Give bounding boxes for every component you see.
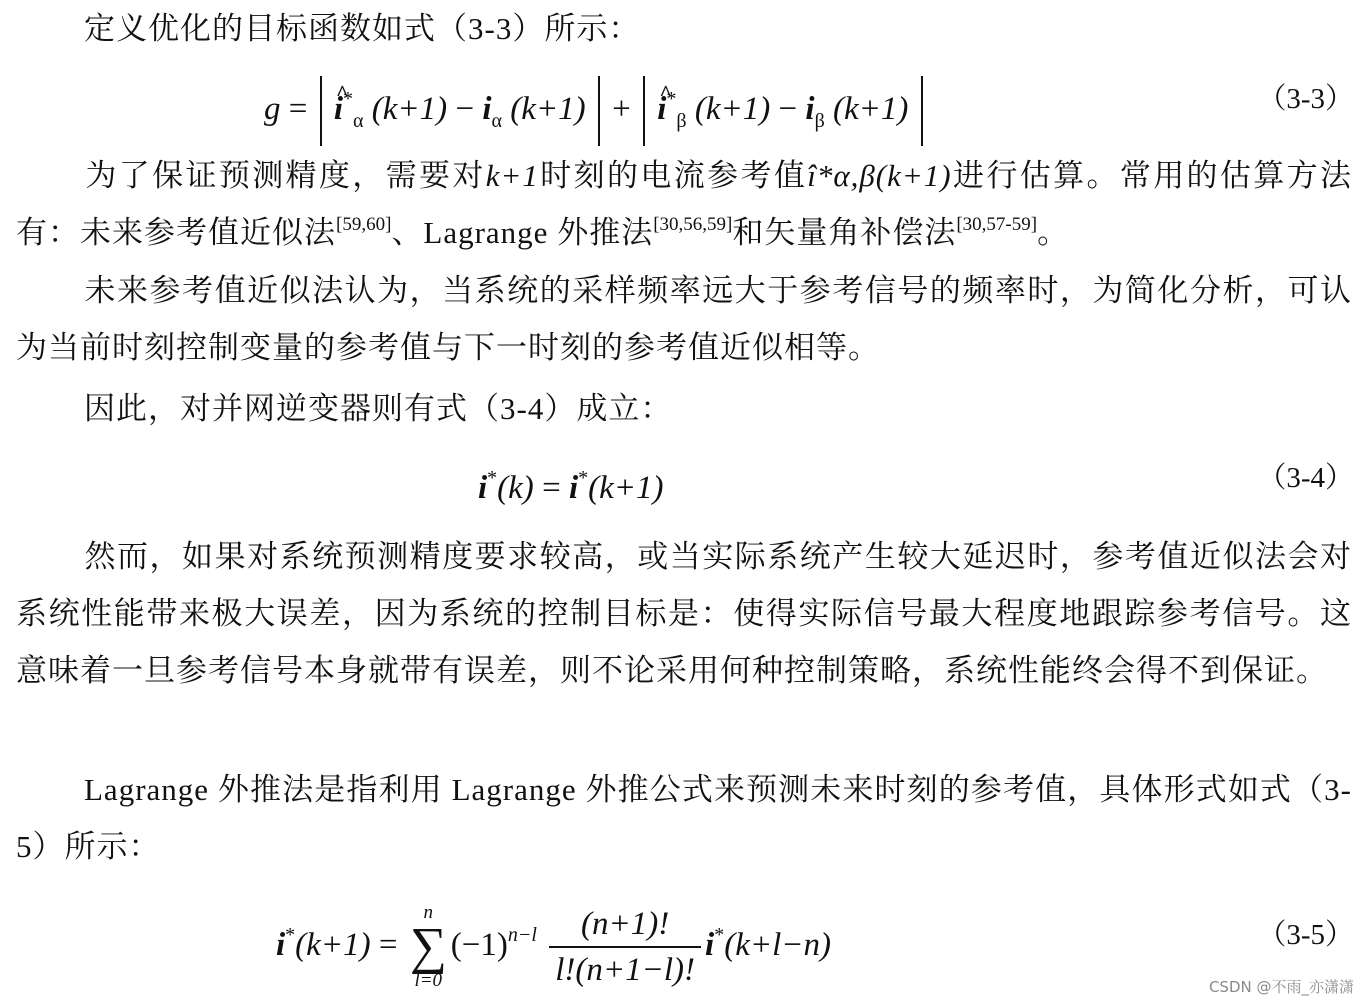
paragraph-text: 定义优化的目标函数如式（3-3）所示： [84,11,641,46]
equation-number: （3-3） [1257,83,1354,115]
sigma-symbol: ∑ [409,918,447,976]
paragraph-text: 因此，对并网逆变器则有式（3-4）成立： [84,391,673,426]
equation-3-3 [0,64,1368,134]
watermark: CSDN @不雨_亦潇潇 [1208,978,1354,996]
abs-bar [643,76,645,146]
i-hat-symbol: ^ i [657,74,666,144]
paragraph-approximation-method [16,262,1352,376]
paragraph-lagrange-intro [16,761,1352,875]
i-symbol: i [805,91,815,127]
paragraph-estimation-methods: 为了保证预测精度，需要对k+1时刻的电流参考值î*α,β(k+1)进行估算。常用的估算方法有：未来参考值近似法[59,60]、Lagrange 外推法[30,56,59]和矢量角补偿法[30,57-59]。 [16,158,1353,250]
i-symbol: i [276,927,286,963]
inline-math-i-ref: î*α,β(k+1) [807,158,952,193]
sum-upper-limit: n [423,902,433,924]
fraction-denominator: l!(n+1−l)! [555,952,696,989]
citation: [30,57-59] [956,214,1038,235]
equation-3-5 [0,880,1368,990]
equation-number: （3-4） [1257,462,1354,494]
sum-lower-limit: l=0 [414,970,443,992]
i-symbol: i [568,470,579,506]
equation-3-5-body: i*(k+1) = n ∑ l=0 $(-1)^{n-l}$ $\frac{(n+1)!}{l!(n+1-l)!}$ i*(k+l−n) [276,902,832,992]
i-symbol: i [478,470,488,506]
eq-lhs: g [264,91,281,127]
paragraph-inverter-intro [16,380,1352,437]
inline-math-k-plus-1: k+1 [485,158,539,193]
i-symbol: i [482,91,492,127]
paragraph-objective-intro [16,0,1352,57]
abs-bar [921,76,923,146]
citation: [30,56,59] [653,214,733,235]
summation [410,903,447,991]
abs-bar [320,76,322,146]
paragraph-approximation-drawback [16,528,1352,699]
equation-3-4 [0,443,1368,513]
paragraph-text: 未来参考值近似法认为，当系统的采样频率远大于参考信号的频率时，为简化分析，可认为当前时刻控制变量的参考值与下一时刻的参考值近似相等。 [16,273,1352,365]
abs-bar [598,76,600,146]
i-symbol: i [705,927,715,963]
equation-number: （3-5） [1257,919,1354,951]
equation-3-3-body: g = ^ $i^*_\alpha$ $(k+1) - i_\alpha$ (k+1) + ^ $i^*_\beta$ $(k+1) - i_\beta$ (k+1) [264,64,927,156]
i-hat-symbol: ^ i [334,74,343,144]
paragraph-text: Lagrange 外推法是指利用 Lagrange 外推公式来预测未来时刻的参考值，具体形式如式（3-5）所示： [16,772,1352,864]
equation-3-4-body: i*(k) = i*(k+1) [478,467,664,506]
fraction [549,902,701,992]
paragraph-text: 然而，如果对系统预测精度要求较高，或当实际系统产生较大延迟时，参考值近似法会对系统性能带来极大误差，因为系统的控制目标是：使得实际信号最大程度地跟踪参考信号。这意味着一旦参考信号本身就带有误差，则不论采用何种控制策略，系统性能终会得不到保证。 [16,539,1352,688]
citation: [59,60] [336,214,392,235]
fraction-numerator: (n+1)! [549,902,701,948]
